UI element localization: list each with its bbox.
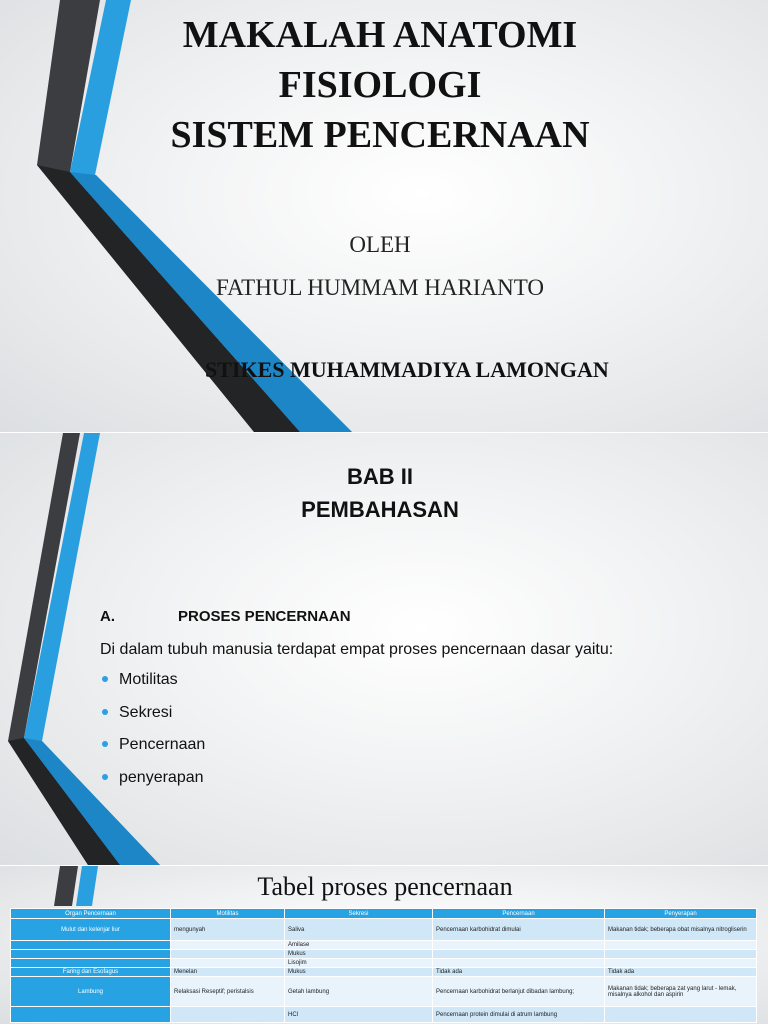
table-cell: mengunyah [171,919,285,941]
table-row [11,1007,757,1023]
table-cell: Lisojim [285,959,433,968]
title-slide [0,0,768,432]
table-cell: Saliva [285,919,433,941]
chapter-slide [0,433,768,865]
chapter-number: BAB II [347,464,413,489]
table-cell [605,950,757,959]
table-cell: Amilase [285,941,433,950]
table-row [11,977,757,1007]
column-header: Organ Pencernaan [11,909,171,919]
table-cell [605,959,757,968]
table-cell: Tidak ada [605,968,757,977]
list-item: Pencernaan [100,736,205,769]
title-line-1: MAKALAH ANATOMI [182,14,578,56]
table-cell: Lambung [11,977,171,1007]
table-row [11,950,757,959]
bullet-icon [102,676,108,682]
table-slide [0,866,768,1024]
section-number: A. [100,608,115,625]
table-cell: Mulut dan kelenjar liur [11,919,171,941]
table-cell [433,950,605,959]
list-item: penyerapan [100,769,205,802]
table-header-row [11,909,757,919]
list-item: Motilitas [100,671,205,704]
column-header: Sekresi [285,909,433,919]
table-cell: Menelan [171,968,285,977]
section-heading [100,608,351,625]
title-line-2: FISIOLOGI [278,64,482,106]
table-cell: HCl [285,1007,433,1023]
table-cell: Relaksasi Reseptif; peristalsis [171,977,285,1007]
table-cell [11,959,171,968]
table-cell [171,1007,285,1023]
table-cell [433,959,605,968]
table-cell [171,959,285,968]
table-title: Tabel proses pencernaan [257,872,513,901]
table-cell: Makanan tidak; beberapa obat misalnya nitrogliserin [605,919,757,941]
title-line-3: SISTEM PENCERNAAN [170,114,590,156]
column-header: Penyerapan [605,909,757,919]
table-row [11,968,757,977]
table-cell [11,950,171,959]
table-cell: Makanan tidak; beberapa zat yang larut - lemak, misalnya alkohol dan aspirin [605,977,757,1007]
table-cell: Pencernaan protein dimulai di atrum lambung [433,1007,605,1023]
table-cell [605,941,757,950]
process-list [100,671,205,801]
table-row [11,919,757,941]
bullet-icon [102,774,108,780]
column-header: Pencernaan [433,909,605,919]
author-name: FATHUL HUMMAM HARIANTO [216,275,544,300]
section-title: PROSES PENCERNAAN [178,608,351,625]
table-cell: Mukus [285,950,433,959]
chapter-title: PEMBAHASAN [301,497,459,522]
institution-name: STIKES MUHAMMADIYA LAMONGAN [205,357,609,382]
bullet-icon [102,741,108,747]
column-header: Motilitas [171,909,285,919]
table-cell: Mukus [285,968,433,977]
digestion-table [10,908,757,1023]
table-cell: Faring dan Esofagus [11,968,171,977]
table-cell [11,1007,171,1023]
table-cell [605,1007,757,1023]
bullet-icon [102,709,108,715]
table-cell: Pencernaan karbohidrat berlanjut dibadan lambung; [433,977,605,1007]
list-item: Sekresi [100,704,205,737]
table-row [11,941,757,950]
table-cell [11,941,171,950]
by-label: OLEH [349,232,411,257]
table-cell [171,950,285,959]
table-cell [433,941,605,950]
table-cell: Tidak ada [433,968,605,977]
intro-text: Di dalam tubuh manusia terdapat empat proses pencernaan dasar yaitu: [100,641,614,658]
table-cell [171,941,285,950]
table-cell: Pencernaan karbohidrat dimulai [433,919,605,941]
table-row [11,959,757,968]
table-cell: Getah lambung [285,977,433,1007]
